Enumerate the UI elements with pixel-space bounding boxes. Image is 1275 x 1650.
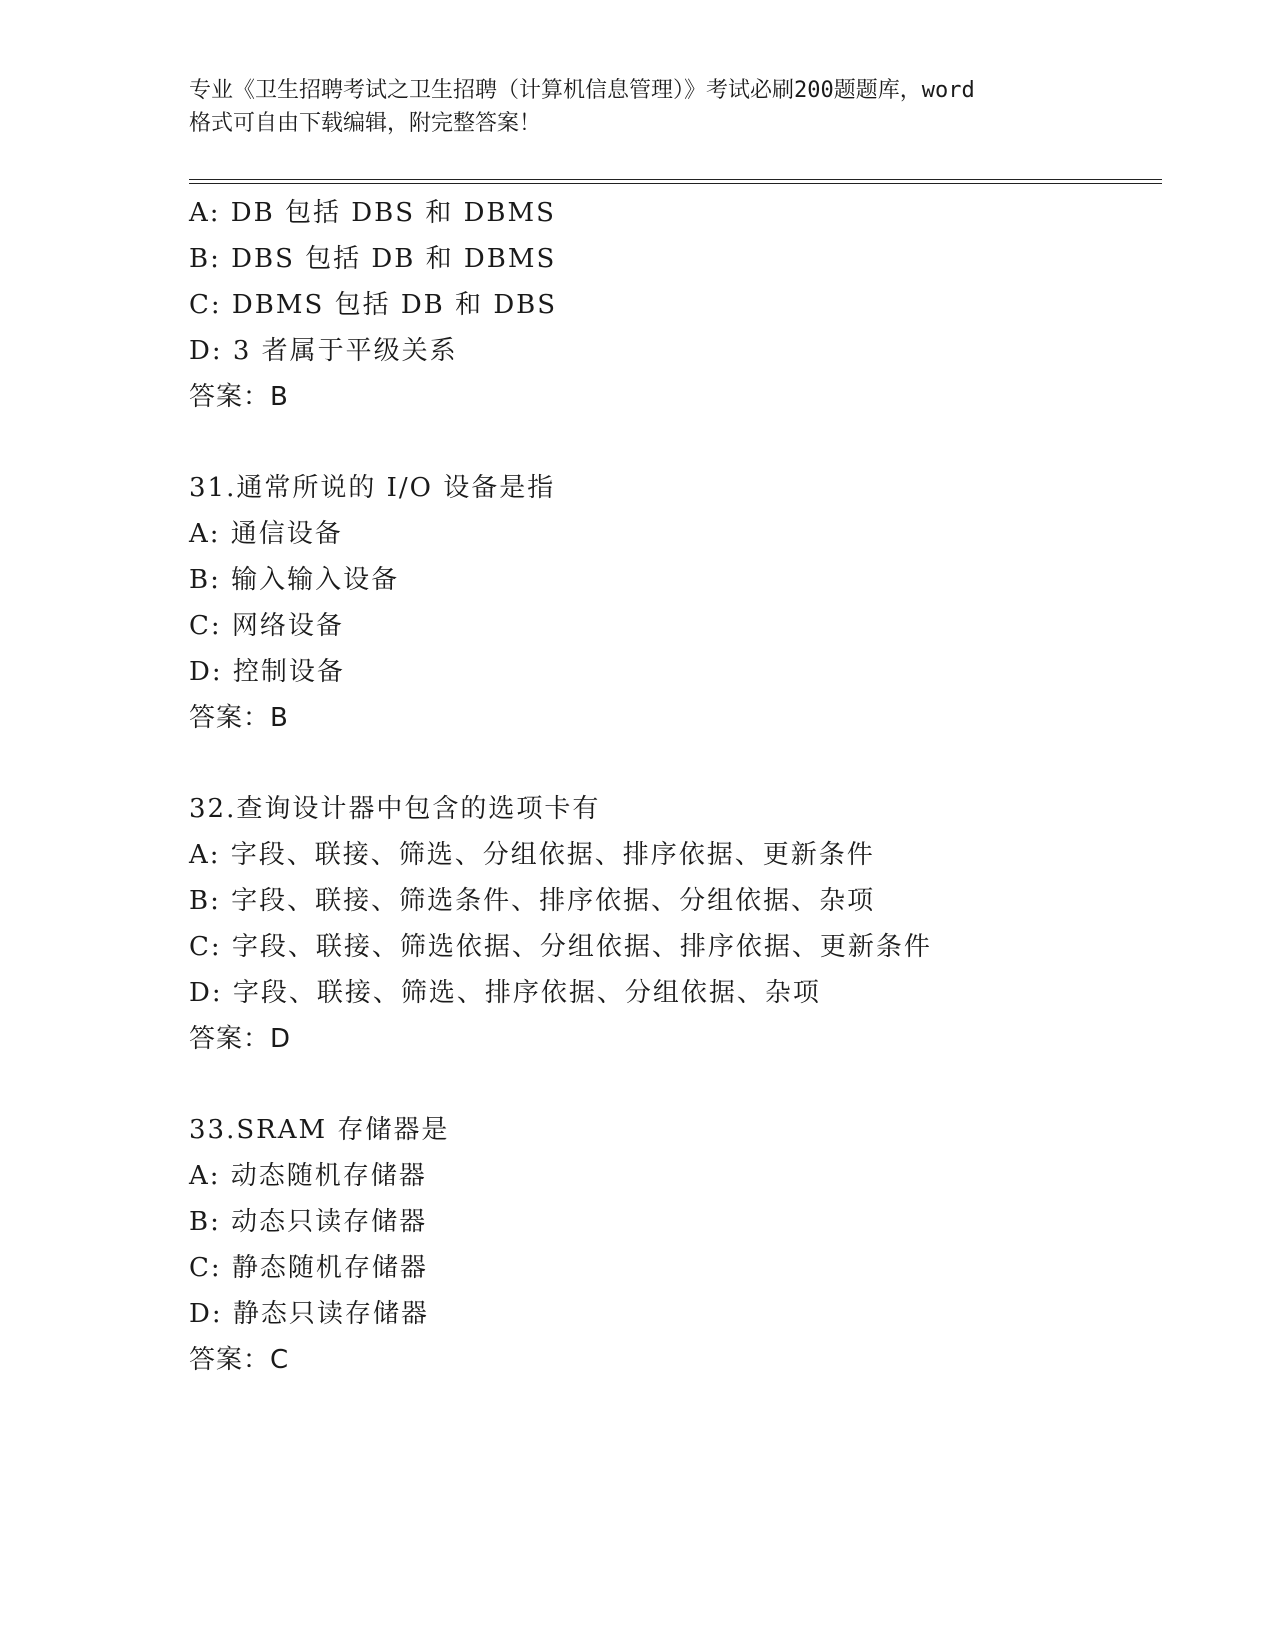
question-title: 33.SRAM 存储器是 [189, 1115, 450, 1145]
option-d: D: 3 者属于平级关系 [189, 336, 458, 366]
header-divider-bottom [189, 183, 1162, 184]
option-a: A: 字段、联接、筛选、分组依据、排序依据、更新条件 [189, 840, 875, 870]
option-a: A: 通信设备 [189, 519, 343, 549]
question-title: 32.查询设计器中包含的选项卡有 [189, 794, 601, 824]
question-title: 31.通常所说的 I/O 设备是指 [189, 473, 556, 503]
header-divider-top [189, 179, 1162, 180]
option-b: B: 输入输入设备 [189, 565, 400, 595]
header-line-1: 专业《卫生招聘考试之卫生招聘（计算机信息管理）》考试必刷200题题库，word [189, 78, 975, 103]
header-line-2: 格式可自由下载编辑，附完整答案！ [189, 111, 542, 136]
spacer [189, 741, 1169, 786]
option-c: C: 静态随机存储器 [189, 1253, 428, 1283]
answer: 答案：B [189, 382, 289, 412]
option-b: B: 动态只读存储器 [189, 1207, 428, 1237]
option-d: D: 静态只读存储器 [189, 1299, 429, 1329]
question-list [189, 190, 1169, 1383]
document-header [189, 74, 1089, 140]
spacer [189, 1062, 1169, 1107]
option-d: D: 控制设备 [189, 657, 345, 687]
option-c: C: DBMS 包括 DB 和 DBS [189, 290, 558, 320]
answer: 答案：D [189, 1024, 292, 1054]
question-block-31 [189, 465, 1169, 741]
option-c: C: 网络设备 [189, 611, 344, 641]
spacer [189, 420, 1169, 465]
question-block-32 [189, 786, 1169, 1062]
option-b: B: 字段、联接、筛选条件、排序依据、分组依据、杂项 [189, 886, 876, 916]
option-d: D: 字段、联接、筛选、排序依据、分组依据、杂项 [189, 978, 821, 1008]
option-b: B: DBS 包括 DB 和 DBMS [189, 244, 557, 274]
answer: 答案：C [189, 1345, 290, 1375]
option-a: A: 动态随机存储器 [189, 1161, 427, 1191]
question-block-continued [189, 190, 1169, 420]
answer: 答案：B [189, 703, 289, 733]
question-block-33 [189, 1107, 1169, 1383]
option-a: A: DB 包括 DBS 和 DBMS [189, 198, 556, 228]
option-c: C: 字段、联接、筛选依据、分组依据、排序依据、更新条件 [189, 932, 932, 962]
